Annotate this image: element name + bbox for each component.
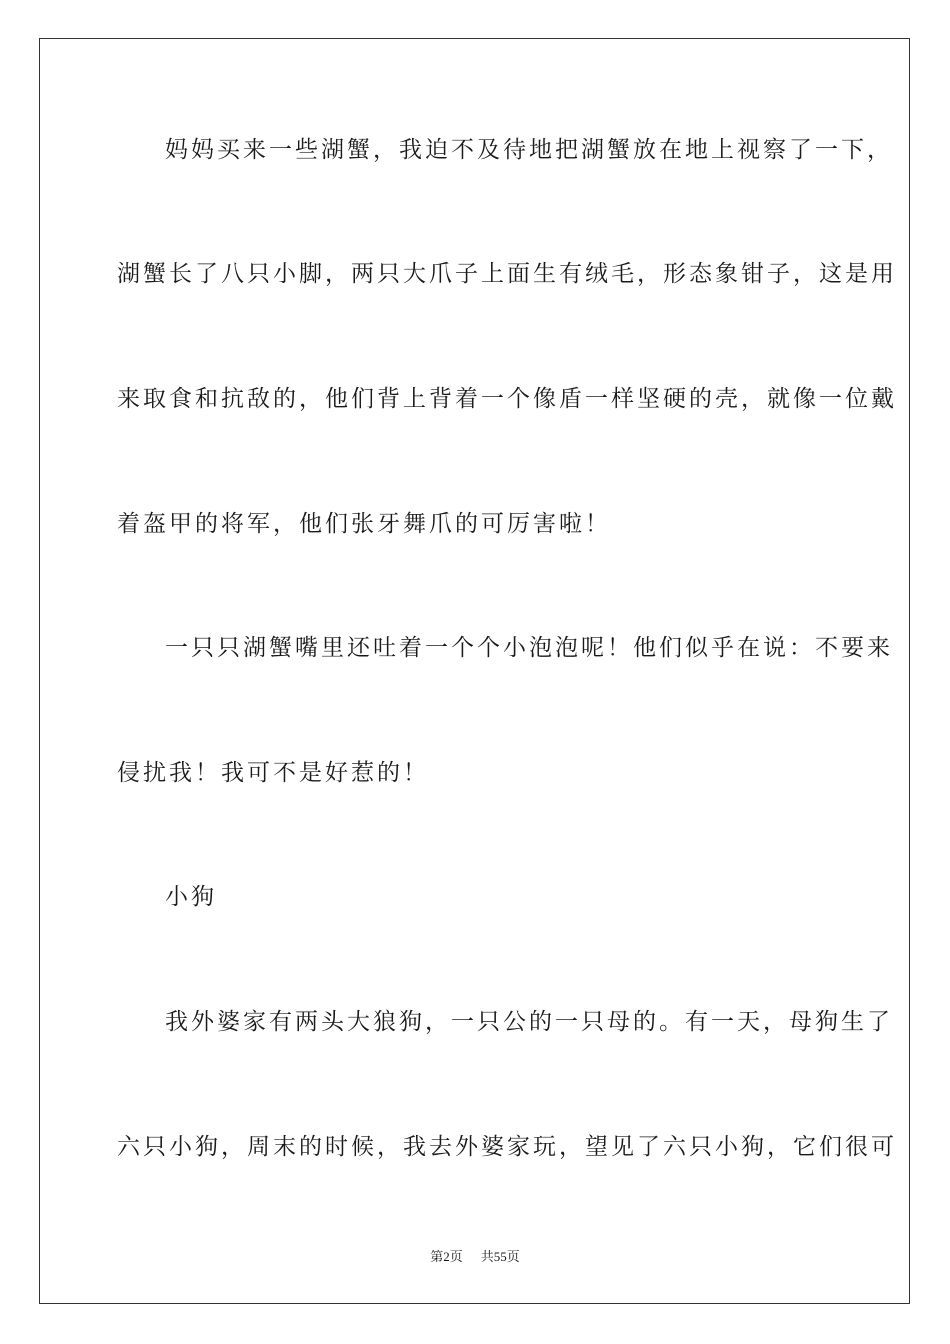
paragraph-line: 六只小狗，周末的时候，我去外婆家玩，望见了六只小狗，它们很可 — [117, 1134, 897, 1160]
page-number: 第2页 — [430, 1249, 463, 1264]
paragraph-line: 一只只湖蟹嘴里还吐着一个个小泡泡呢！他们似乎在说：不要来 — [165, 635, 893, 661]
paragraph-line: 侵扰我！我可不是好惹的！ — [117, 760, 429, 786]
page-border — [39, 38, 910, 1304]
section-heading: 小狗 — [165, 884, 217, 910]
page-total: 共55页 — [480, 1249, 520, 1264]
paragraph-line: 着盔甲的将军，他们张牙舞爪的可厉害啦！ — [117, 511, 611, 537]
paragraph-line: 妈妈买来一些湖蟹，我迫不及待地把湖蟹放在地上视察了一下， — [165, 137, 893, 163]
paragraph-line: 湖蟹长了八只小脚，两只大爪子上面生有绒毛，形态象钳子，这是用 — [117, 261, 897, 287]
paragraph-line: 来取食和抗敌的，他们背上背着一个像盾一样坚硬的壳，就像一位戴 — [117, 386, 897, 412]
page-footer — [0, 1248, 950, 1266]
paragraph-line: 我外婆家有两头大狼狗，一只公的一只母的。有一天，母狗生了 — [165, 1009, 893, 1035]
